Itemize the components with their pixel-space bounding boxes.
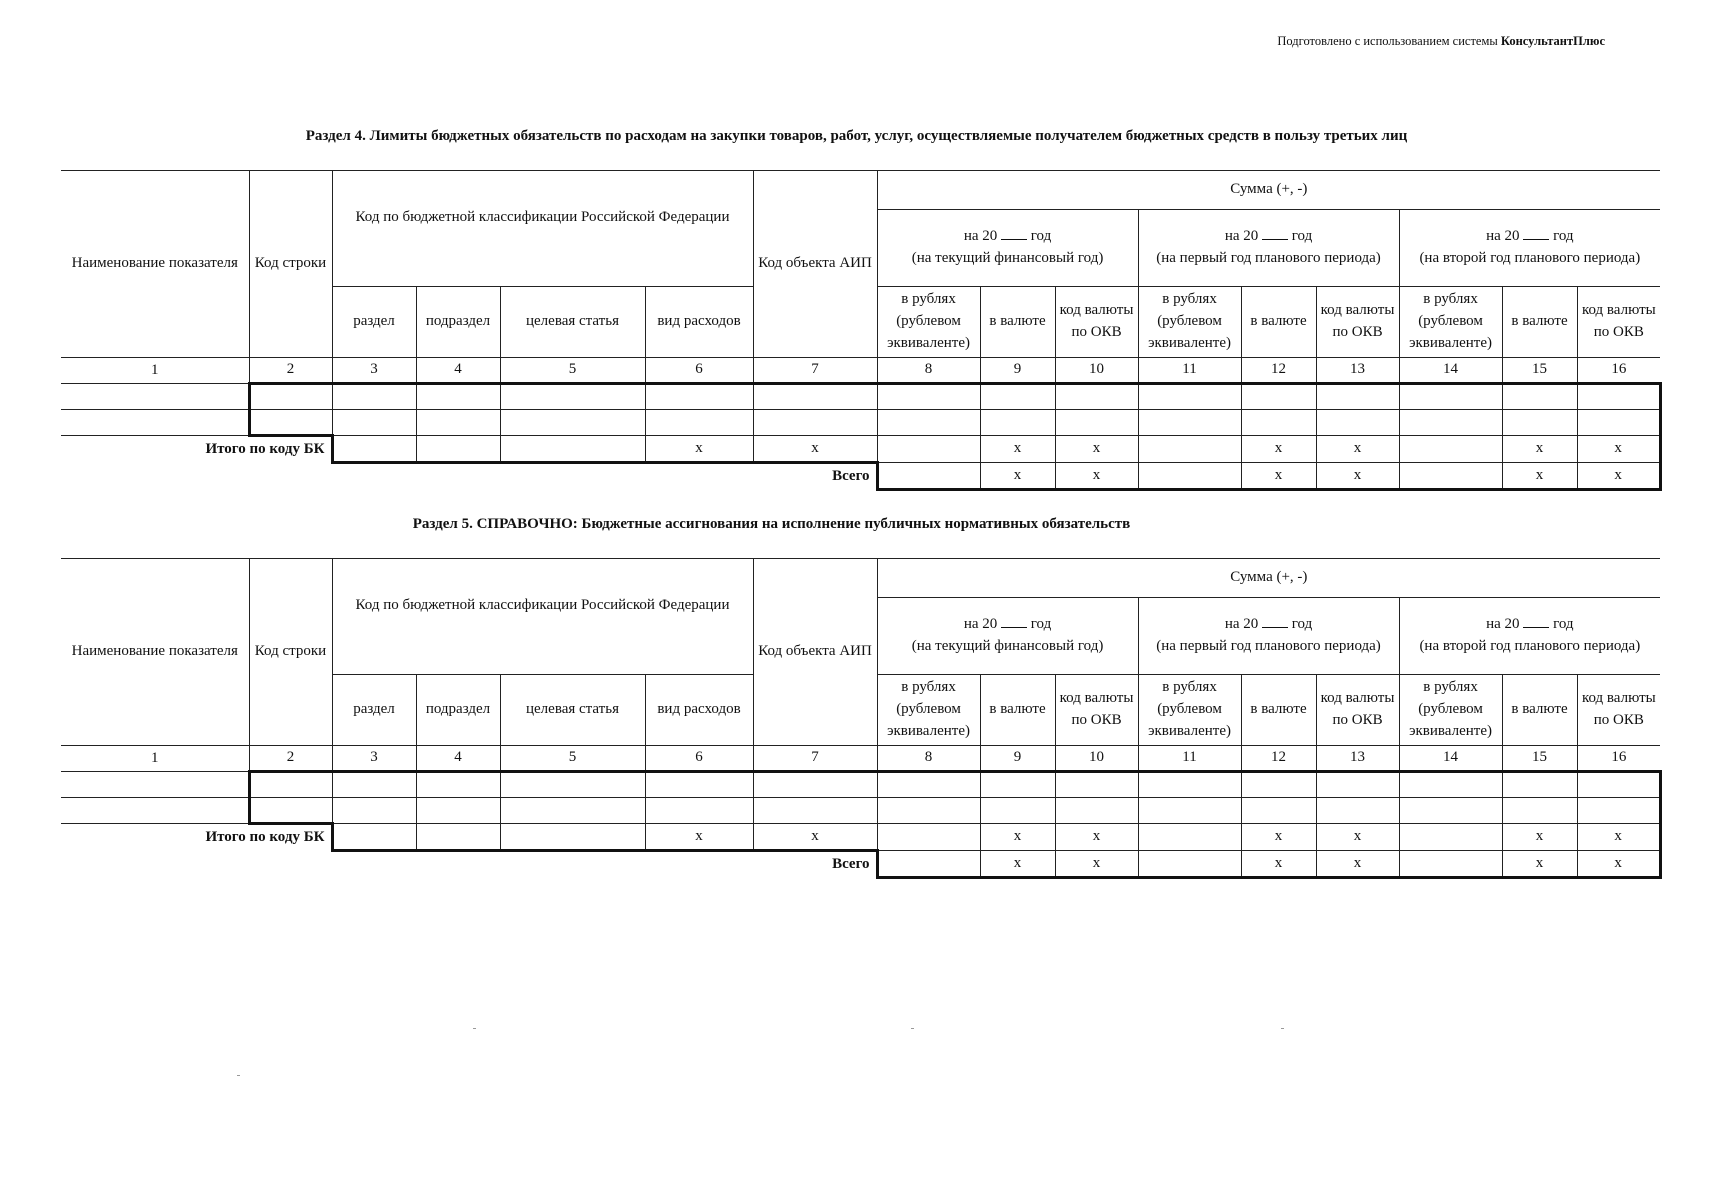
cell-currency-1[interactable] [980, 384, 1055, 410]
total-by-code-label: Итого по коду БК [61, 824, 332, 851]
cell-razdel[interactable] [332, 384, 416, 410]
cell-rub-1[interactable] [877, 436, 980, 463]
cell-rub-3[interactable] [1399, 851, 1502, 878]
cell-cross: x [1316, 824, 1399, 851]
header-aip-code: Код объекта АИП [753, 559, 877, 746]
total-by-code-row [61, 436, 1660, 463]
cell-cross: x [1502, 851, 1577, 878]
cell-currency-2[interactable] [1241, 798, 1316, 824]
column-number: 15 [1502, 358, 1577, 384]
column-number: 10 [1055, 358, 1138, 384]
cell-cross: x [1241, 436, 1316, 463]
column-number: 9 [980, 746, 1055, 772]
column-number: 16 [1577, 746, 1660, 772]
cell-cross: x [980, 463, 1055, 490]
header-bk-code: Код по бюджетной классификации Российской Федерации [332, 171, 753, 287]
column-number: 9 [980, 358, 1055, 384]
header-line-code: Код строки [249, 171, 332, 358]
cell-cross: x [1055, 436, 1138, 463]
section-4-title: Раздел 4. Лимиты бюджетных обязательств по расходам на закупки товаров, работ, услуг, осуществляемые получателем бюджетных средств в пользу третьих лиц [305, 128, 1408, 144]
header-indicator: Наименование показателя [61, 559, 249, 746]
cell-okv-1[interactable] [1055, 384, 1138, 410]
column-number: 13 [1316, 746, 1399, 772]
header-line-code: Код строки [249, 559, 332, 746]
prepared-brand: КонсультантПлюс [1500, 34, 1605, 48]
total-by-code-label: Итого по коду БК [61, 436, 332, 463]
section-4-table [61, 170, 1662, 491]
cell-currency-2[interactable] [1241, 410, 1316, 436]
column-number: 2 [249, 358, 332, 384]
column-number: 10 [1055, 746, 1138, 772]
header-okv-2: код валюты по ОКВ [1316, 287, 1399, 358]
header-currency-3: в валюте [1502, 675, 1577, 746]
cell-okv-2[interactable] [1316, 798, 1399, 824]
cell-currency-3[interactable] [1502, 410, 1577, 436]
cell-rub-2[interactable] [1138, 410, 1241, 436]
cell-rub-1[interactable] [877, 410, 980, 436]
cell-line-code[interactable] [249, 384, 332, 410]
header-rub-1: в рублях (рублевом эквиваленте) [877, 287, 980, 358]
column-number: 3 [332, 746, 416, 772]
cell-expense-type[interactable] [645, 798, 753, 824]
cell-rub-1[interactable] [877, 463, 980, 490]
header-rub-1: в рублях (рублевом эквиваленте) [877, 675, 980, 746]
cell-okv-3[interactable] [1577, 384, 1660, 410]
cell-cross: x [1055, 824, 1138, 851]
cell-okv-2[interactable] [1316, 410, 1399, 436]
cell-okv-1[interactable] [1055, 772, 1138, 798]
column-number: 14 [1399, 358, 1502, 384]
cell-currency-1[interactable] [980, 798, 1055, 824]
cell-indicator[interactable] [61, 410, 249, 436]
grand-total-row [61, 463, 1660, 490]
cell-razdel[interactable] [332, 436, 416, 463]
cell-rub-1[interactable] [877, 772, 980, 798]
header-year-plan-1: на 20 год (на первый год планового периода) [1138, 210, 1399, 287]
cell-podrazdel[interactable] [416, 384, 500, 410]
cell-podrazdel[interactable] [416, 798, 500, 824]
cell-currency-3[interactable] [1502, 798, 1577, 824]
header-aip-code: Код объекта АИП [753, 171, 877, 358]
header-year-plan-1: на 20 год (на первый год планового периода) [1138, 598, 1399, 675]
header-bk-code: Код по бюджетной классификации Российской Федерации [332, 559, 753, 675]
total-by-code-row [61, 824, 1660, 851]
cell-target-article[interactable] [500, 384, 645, 410]
column-number: 14 [1399, 746, 1502, 772]
column-number: 1 [61, 746, 249, 772]
cell-currency-2[interactable] [1241, 384, 1316, 410]
cell-expense-type[interactable] [645, 410, 753, 436]
cell-rub-3[interactable] [1399, 436, 1502, 463]
header-okv-1: код валюты по ОКВ [1055, 287, 1138, 358]
cell-rub-1[interactable] [877, 798, 980, 824]
column-number: 12 [1241, 358, 1316, 384]
cell-aip[interactable] [753, 772, 877, 798]
header-currency-2: в валюте [1241, 287, 1316, 358]
cell-rub-3[interactable] [1399, 772, 1502, 798]
cell-rub-2[interactable] [1138, 463, 1241, 490]
cell-cross: x [1502, 824, 1577, 851]
column-number: 7 [753, 746, 877, 772]
column-number: 3 [332, 358, 416, 384]
cell-podrazdel[interactable] [416, 410, 500, 436]
header-rub-2: в рублях (рублевом эквиваленте) [1138, 287, 1241, 358]
cell-rub-2[interactable] [1138, 824, 1241, 851]
cell-rub-3[interactable] [1399, 463, 1502, 490]
grand-total-label: Всего [61, 463, 877, 490]
cell-rub-1[interactable] [877, 384, 980, 410]
cell-cross: x [645, 436, 753, 463]
header-razdel: раздел [332, 675, 416, 746]
cell-expense-type[interactable] [645, 772, 753, 798]
data-row [61, 798, 1660, 824]
cell-cross: x [1502, 463, 1577, 490]
cell-okv-1[interactable] [1055, 798, 1138, 824]
data-row [61, 410, 1660, 436]
cell-okv-2[interactable] [1316, 384, 1399, 410]
header-okv-2: код валюты по ОКВ [1316, 675, 1399, 746]
column-number: 8 [877, 746, 980, 772]
cell-aip[interactable] [753, 798, 877, 824]
header-target-article: целевая статья [500, 287, 645, 358]
column-number: 8 [877, 358, 980, 384]
prepared-note [1277, 34, 1605, 49]
cell-razdel[interactable] [332, 798, 416, 824]
column-number: 13 [1316, 358, 1399, 384]
cell-cross: x [1316, 851, 1399, 878]
cell-cross: x [980, 824, 1055, 851]
cell-rub-2[interactable] [1138, 798, 1241, 824]
header-razdel: раздел [332, 287, 416, 358]
cell-rub-2[interactable] [1138, 384, 1241, 410]
prepared-prefix: Подготовлено с использованием системы [1277, 34, 1501, 48]
cell-cross: x [753, 824, 877, 851]
scan-speck [237, 1075, 240, 1076]
header-currency-2: в валюте [1241, 675, 1316, 746]
cell-cross: x [1316, 463, 1399, 490]
column-number: 15 [1502, 746, 1577, 772]
column-number: 6 [645, 358, 753, 384]
cell-currency-1[interactable] [980, 410, 1055, 436]
cell-okv-3[interactable] [1577, 798, 1660, 824]
header-podrazdel: подраздел [416, 287, 500, 358]
cell-rub-1[interactable] [877, 824, 980, 851]
scan-speck [911, 1028, 914, 1029]
cell-cross: x [1055, 463, 1138, 490]
cell-indicator[interactable] [61, 798, 249, 824]
cell-razdel[interactable] [332, 824, 416, 851]
header-year-current: на 20 год (на текущий финансовый год) [877, 598, 1138, 675]
cell-rub-3[interactable] [1399, 410, 1502, 436]
scan-speck [473, 1028, 476, 1029]
column-number: 11 [1138, 746, 1241, 772]
cell-rub-3[interactable] [1399, 798, 1502, 824]
header-sum: Сумма (+, -) [877, 171, 1660, 210]
cell-cross: x [1577, 851, 1660, 878]
cell-target-article[interactable] [500, 410, 645, 436]
cell-target-article[interactable] [500, 798, 645, 824]
column-number: 6 [645, 746, 753, 772]
grand-total-label: Всего [61, 851, 877, 878]
header-year-plan-2: на 20 год (на второй год планового периода) [1399, 210, 1660, 287]
cell-podrazdel[interactable] [416, 824, 500, 851]
cell-line-code[interactable] [249, 772, 332, 798]
section-5-table [61, 558, 1662, 879]
cell-podrazdel[interactable] [416, 436, 500, 463]
column-number-row [61, 358, 1660, 384]
header-year-current: на 20 год (на текущий финансовый год) [877, 210, 1138, 287]
section-5-title: Раздел 5. СПРАВОЧНО: Бюджетные ассигнования на исполнение публичных нормативных обязательств [412, 516, 1131, 532]
column-number-row [61, 746, 1660, 772]
cell-expense-type[interactable] [645, 384, 753, 410]
cell-rub-1[interactable] [877, 851, 980, 878]
cell-target-article[interactable] [500, 772, 645, 798]
header-okv-3: код валюты по ОКВ [1577, 287, 1660, 358]
cell-cross: x [1502, 436, 1577, 463]
column-number: 12 [1241, 746, 1316, 772]
cell-line-code[interactable] [249, 798, 332, 824]
cell-target-article[interactable] [500, 824, 645, 851]
header-rub-3: в рублях (рублевом эквиваленте) [1399, 675, 1502, 746]
cell-cross: x [645, 824, 753, 851]
cell-currency-1[interactable] [980, 772, 1055, 798]
column-number: 5 [500, 358, 645, 384]
cell-cross: x [1577, 463, 1660, 490]
header-currency-3: в валюте [1502, 287, 1577, 358]
cell-cross: x [1577, 824, 1660, 851]
header-expense-type: вид расходов [645, 675, 753, 746]
cell-currency-3[interactable] [1502, 772, 1577, 798]
data-row [61, 384, 1660, 410]
cell-currency-3[interactable] [1502, 384, 1577, 410]
cell-line-code[interactable] [249, 410, 332, 436]
cell-rub-3[interactable] [1399, 384, 1502, 410]
header-indicator: Наименование показателя [61, 171, 249, 358]
header-okv-1: код валюты по ОКВ [1055, 675, 1138, 746]
scan-speck [1281, 1028, 1284, 1029]
header-rub-3: в рублях (рублевом эквиваленте) [1399, 287, 1502, 358]
header-podrazdel: подраздел [416, 675, 500, 746]
cell-cross: x [1055, 851, 1138, 878]
cell-okv-3[interactable] [1577, 410, 1660, 436]
cell-okv-3[interactable] [1577, 772, 1660, 798]
cell-cross: x [980, 851, 1055, 878]
cell-cross: x [1241, 824, 1316, 851]
header-currency-1: в валюте [980, 287, 1055, 358]
cell-rub-2[interactable] [1138, 436, 1241, 463]
cell-currency-2[interactable] [1241, 772, 1316, 798]
column-number: 11 [1138, 358, 1241, 384]
data-row [61, 772, 1660, 798]
cell-indicator[interactable] [61, 772, 249, 798]
cell-cross: x [1577, 436, 1660, 463]
cell-razdel[interactable] [332, 772, 416, 798]
cell-rub-2[interactable] [1138, 772, 1241, 798]
cell-okv-1[interactable] [1055, 410, 1138, 436]
header-rub-2: в рублях (рублевом эквиваленте) [1138, 675, 1241, 746]
header-year-plan-2: на 20 год (на второй год планового периода) [1399, 598, 1660, 675]
column-number: 7 [753, 358, 877, 384]
column-number: 1 [61, 358, 249, 384]
header-currency-1: в валюте [980, 675, 1055, 746]
cell-okv-2[interactable] [1316, 772, 1399, 798]
cell-razdel[interactable] [332, 410, 416, 436]
header-okv-3: код валюты по ОКВ [1577, 675, 1660, 746]
cell-podrazdel[interactable] [416, 772, 500, 798]
cell-aip[interactable] [753, 410, 877, 436]
cell-cross: x [1241, 463, 1316, 490]
cell-aip[interactable] [753, 384, 877, 410]
cell-rub-2[interactable] [1138, 851, 1241, 878]
cell-indicator[interactable] [61, 384, 249, 410]
grand-total-row [61, 851, 1660, 878]
column-number: 16 [1577, 358, 1660, 384]
header-target-article: целевая статья [500, 675, 645, 746]
column-number: 5 [500, 746, 645, 772]
header-expense-type: вид расходов [645, 287, 753, 358]
cell-cross: x [753, 436, 877, 463]
cell-rub-3[interactable] [1399, 824, 1502, 851]
header-sum: Сумма (+, -) [877, 559, 1660, 598]
cell-cross: x [1316, 436, 1399, 463]
cell-cross: x [980, 436, 1055, 463]
column-number: 4 [416, 358, 500, 384]
column-number: 4 [416, 746, 500, 772]
column-number: 2 [249, 746, 332, 772]
cell-cross: x [1241, 851, 1316, 878]
cell-target-article[interactable] [500, 436, 645, 463]
